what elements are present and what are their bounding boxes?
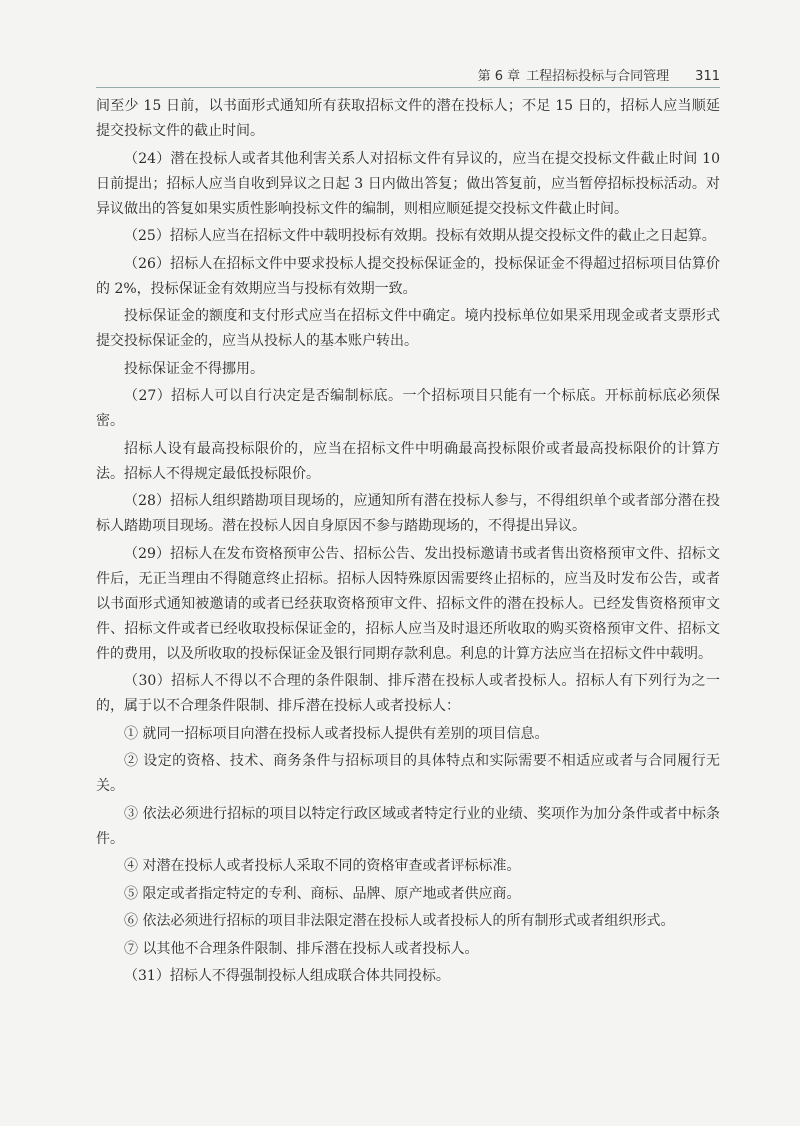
running-header xyxy=(96,58,720,84)
list-item: ③ 依法必须进行招标的项目以特定行政区域或者特定行业的业绩、奖项作为加分条件或者中标条件。 xyxy=(96,805,720,847)
paragraph: （24）潜在投标人或者其他利害关系人对招标文件有异议的，应当在提交投标文件截止时间 10 日前提出；招标人应当自收到异议之日起 3 日内做出答复；做出答复前，应当暂停招标投标活动。对异议做出的答复如果实质性影响投标文件的编制，则相应顺延提交投标文件截止时间。 xyxy=(96,150,720,217)
list-item: ⑤ 限定或者指定特定的专利、商标、品牌、原产地或者供应商。 xyxy=(124,885,521,902)
paragraph: （29）招标人在发布资格预审公告、招标公告、发出投标邀请书或者售出资格预审文件、招标文件后，无正当理由不得随意终止招标。招标人因特殊原因需要终止招标的，应当及时发布公告，或者以书面形式通知被邀请的或者已经获取资格预审文件、招标文件的潜在投标人。已经发售资格预审文件、招标文件或者已经收取投标保证金的，招标人应当及时退还所收取的购买资格预审文件、招标文件的费用，以及所收取的投标保证金及银行同期存款利息。利息的计算方法应当在招标文件中载明。 xyxy=(96,545,720,662)
paragraph: 招标人设有最高投标限价的，应当在招标文件中明确最高投标限价或者最高投标限价的计算方法。招标人不得规定最低投标限价。 xyxy=(96,440,720,482)
paragraph: 投标保证金的额度和支付形式应当在招标文件中确定。境内投标单位如果采用现金或者支票形式提交投标保证金的，应当从投标人的基本账户转出。 xyxy=(96,308,720,349)
page-body xyxy=(96,94,720,992)
chapter-label: 第 6 章 xyxy=(477,69,521,84)
paragraph: （28）招标人组织踏勘项目现场的，应通知所有潜在投标人参与，不得组织单个或者部分潜在投标人踏勘项目现场。潜在投标人因自身原因不参与踏勘现场的，不得提出异议。 xyxy=(96,493,720,534)
list-item: ⑦ 以其他不合理条件限制、排斥潜在投标人或者投标人。 xyxy=(124,940,479,957)
paragraph: （26）招标人在招标文件中要求投标人提交投标保证金的，投标保证金不得超过招标项目估算价的 2%，投标保证金有效期应当与投标有效期一致。 xyxy=(96,255,720,297)
page-number: 311 xyxy=(695,69,720,84)
chapter-title: 工程招标投标与合同管理 xyxy=(526,69,670,84)
paragraph: （31）招标人不得强制投标人组成联合体共同投标。 xyxy=(124,968,450,984)
list-item: ② 设定的资格、技术、商务条件与招标项目的具体特点和实际需要不相适应或者与合同履行无关。 xyxy=(96,753,720,794)
list-item: ① 就同一招标项目向潜在投标人或者投标人提供有差别的项目信息。 xyxy=(124,725,549,742)
paragraph: 间至少 15 日前，以书面形式通知所有获取招标文件的潜在投标人；不足 15 日的，招标人应当顺延提交投标文件的截止时间。 xyxy=(96,98,720,139)
list-item: ④ 对潜在投标人或者投标人采取不同的资格审查或者评标标准。 xyxy=(124,858,521,874)
paragraph: （30）招标人不得以不合理的条件限制、排斥潜在投标人或者投标人。招标人有下列行为之一的，属于以不合理条件限制、排斥潜在投标人或者投标人： xyxy=(96,673,720,714)
paragraph: （25）招标人应当在招标文件中载明投标有效期。投标有效期从提交投标文件的截止之日起算。 xyxy=(124,228,716,244)
list-item: ⑥ 依法必须进行招标的项目非法限定潜在投标人或者投标人的所有制形式或者组织形式。 xyxy=(124,913,675,929)
header-divider xyxy=(96,87,720,88)
paragraph: 投标保证金不得挪用。 xyxy=(124,360,264,377)
paragraph: （27）招标人可以自行决定是否编制标底。一个招标项目只能有一个标底。开标前标底必须保密。 xyxy=(96,388,720,429)
